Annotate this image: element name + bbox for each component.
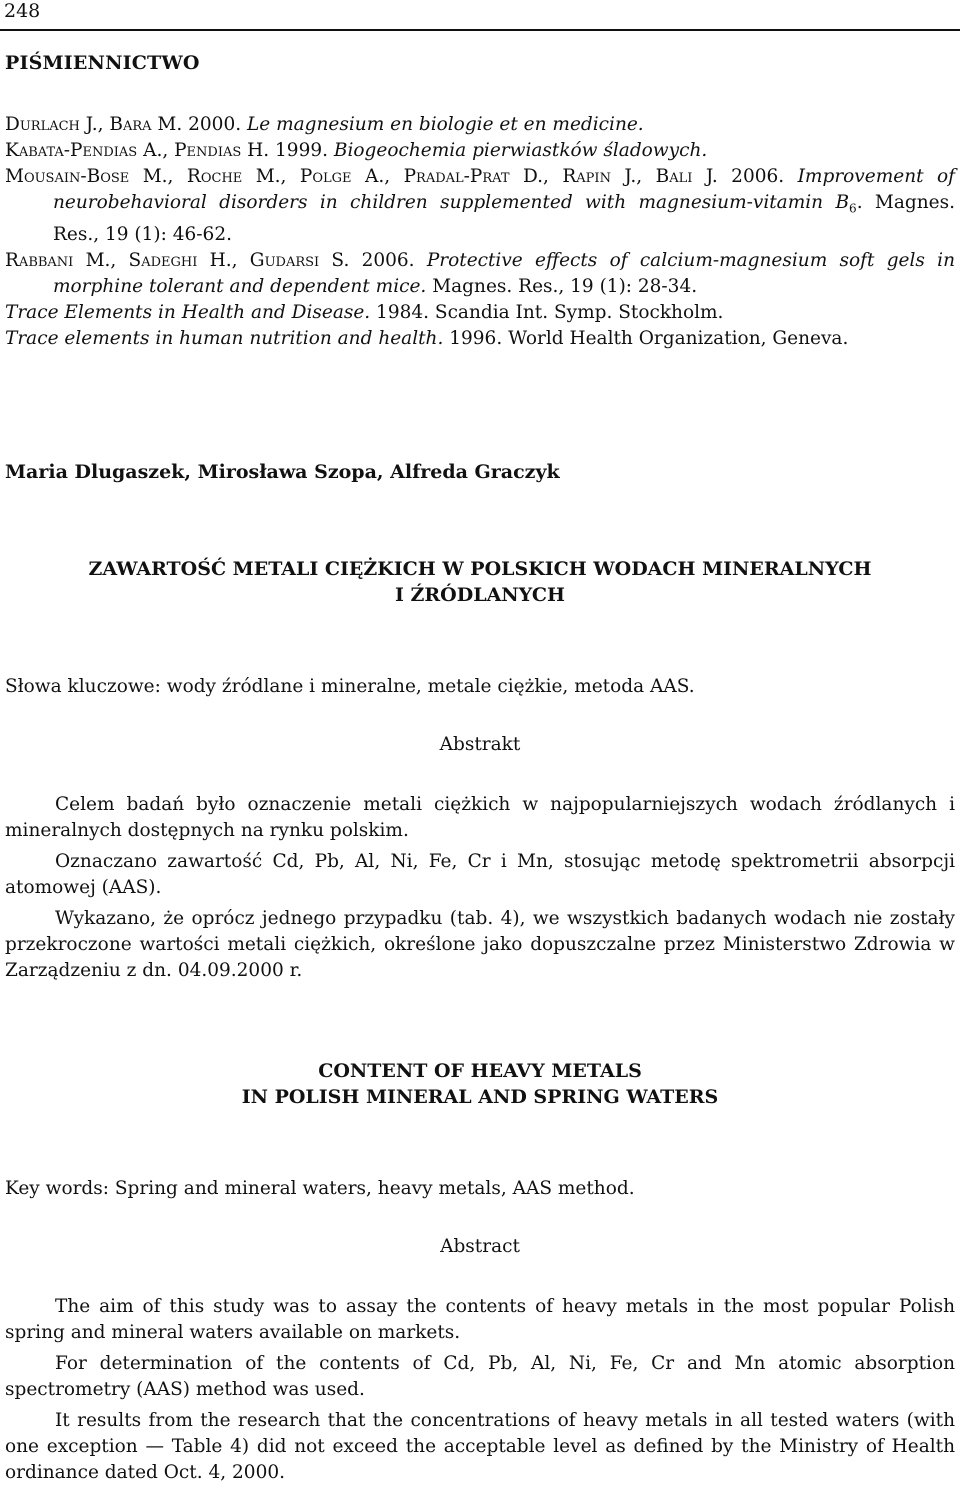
abstract-paragraph: It results from the research that the concentrations of heavy metals in all tested waters (with one exception — Table 4) did not exceed the acceptable level as defined by the Ministry of Health ordinance dated Oct. 4, 2000. bbox=[5, 1410, 955, 1483]
header-rule bbox=[0, 29, 960, 31]
reference-details: 1996. World Health Organization, Geneva. bbox=[443, 327, 849, 349]
page-number: 248 bbox=[4, 0, 41, 22]
reference-authors: Durlach J., Bara M. 2000. bbox=[5, 114, 242, 135]
article-title-pl bbox=[0, 556, 960, 608]
reference-title: Protective effects of calcium-magnesium soft gels in morphine tolerant and dependent mice. bbox=[53, 249, 955, 297]
reference-item bbox=[5, 248, 955, 300]
keywords-en: Key words: Spring and mineral waters, heavy metals, AAS method. bbox=[5, 1178, 635, 1199]
abstract-en-body bbox=[5, 1294, 955, 1491]
reference-title: Biogeochemia pierwiastków śladowych. bbox=[333, 140, 708, 161]
reference-title: Improvement of neurobehavioral disorders in children supplemented with magnesium-vitamin B bbox=[53, 166, 955, 213]
abstract-paragraph: For determination of the contents of Cd, Pb, Al, Ni, Fe, Cr and Mn atomic absorption spectrometry (AAS) method was used. bbox=[5, 1353, 955, 1400]
reference-list bbox=[5, 112, 955, 352]
abstract-pl-body bbox=[5, 792, 955, 989]
abstract-en-heading: Abstract bbox=[440, 1236, 520, 1257]
keywords-pl: Słowa kluczowe: wody źródlane i mineralne, metale ciężkie, metoda AAS. bbox=[5, 676, 695, 697]
abstract-paragraph: Wykazano, że oprócz jednego przypadku (tab. 4), we wszystkich badanych wodach nie zostały przekroczone wartości metali ciężkich, określone jako dopuszczalne przez Ministerstwo Zdrowia w Zarządzeniu z dn. 04.09.2000 r. bbox=[5, 908, 955, 981]
reference-details: . Magnes. Res., 19 (1): 46-62. bbox=[53, 192, 955, 245]
references-heading: PIŚMIENNICTWO bbox=[5, 52, 200, 74]
title-en-line: IN POLISH MINERAL AND SPRING WATERS bbox=[241, 1086, 719, 1108]
reference-details: Magnes. Res., 19 (1): 28-34. bbox=[426, 275, 698, 297]
abstract-paragraph: Oznaczano zawartość Cd, Pb, Al, Ni, Fe, Cr i Mn, stosując metodę spektrometrii absorpcji atomowej (AAS). bbox=[5, 851, 955, 898]
reference-title: Trace Elements in Health and Disease. bbox=[5, 301, 371, 323]
reference-item bbox=[5, 112, 955, 138]
reference-details: 1984. Scandia Int. Symp. Stockholm. bbox=[370, 301, 724, 323]
reference-subscript: 6 bbox=[849, 201, 857, 216]
abstract-paragraph: Celem badań było oznaczenie metali ciężkich w najpopularniejszych wodach źródlanych i mineralnych dostępnych na rynku polskim. bbox=[5, 794, 955, 841]
reference-title: Le magnesium en biologie et en medicine. bbox=[246, 114, 644, 135]
reference-item bbox=[5, 326, 955, 352]
reference-item bbox=[5, 300, 955, 326]
reference-title: Trace elements in human nutrition and health. bbox=[5, 327, 444, 349]
reference-authors: Kabata-Pendias A., Pendias H. 1999. bbox=[5, 140, 328, 161]
title-pl-line: ZAWARTOŚĆ METALI CIĘŻKICH W POLSKICH WODACH MINERALNYCH bbox=[88, 558, 872, 580]
reference-item bbox=[5, 138, 955, 164]
reference-authors: Rabbani M., Sadeghi H., Gudarsi S. 2006. bbox=[5, 249, 415, 271]
title-pl-line: I ŹRÓDLANYCH bbox=[395, 584, 565, 606]
reference-authors: Mousain-Bose M., Roche M., Polge A., Pradal-Prat D., Rapin J., Bali J. 2006. bbox=[5, 166, 785, 187]
title-en-line: CONTENT OF HEAVY METALS bbox=[318, 1060, 642, 1082]
article-title-en bbox=[0, 1058, 960, 1110]
article-authors: Maria Dlugaszek, Mirosława Szopa, Alfreda Graczyk bbox=[5, 461, 560, 483]
abstract-paragraph: The aim of this study was to assay the contents of heavy metals in the most popular Polish spring and mineral waters available on markets. bbox=[5, 1296, 955, 1343]
reference-item bbox=[5, 164, 955, 248]
abstract-pl-heading: Abstrakt bbox=[439, 734, 521, 755]
